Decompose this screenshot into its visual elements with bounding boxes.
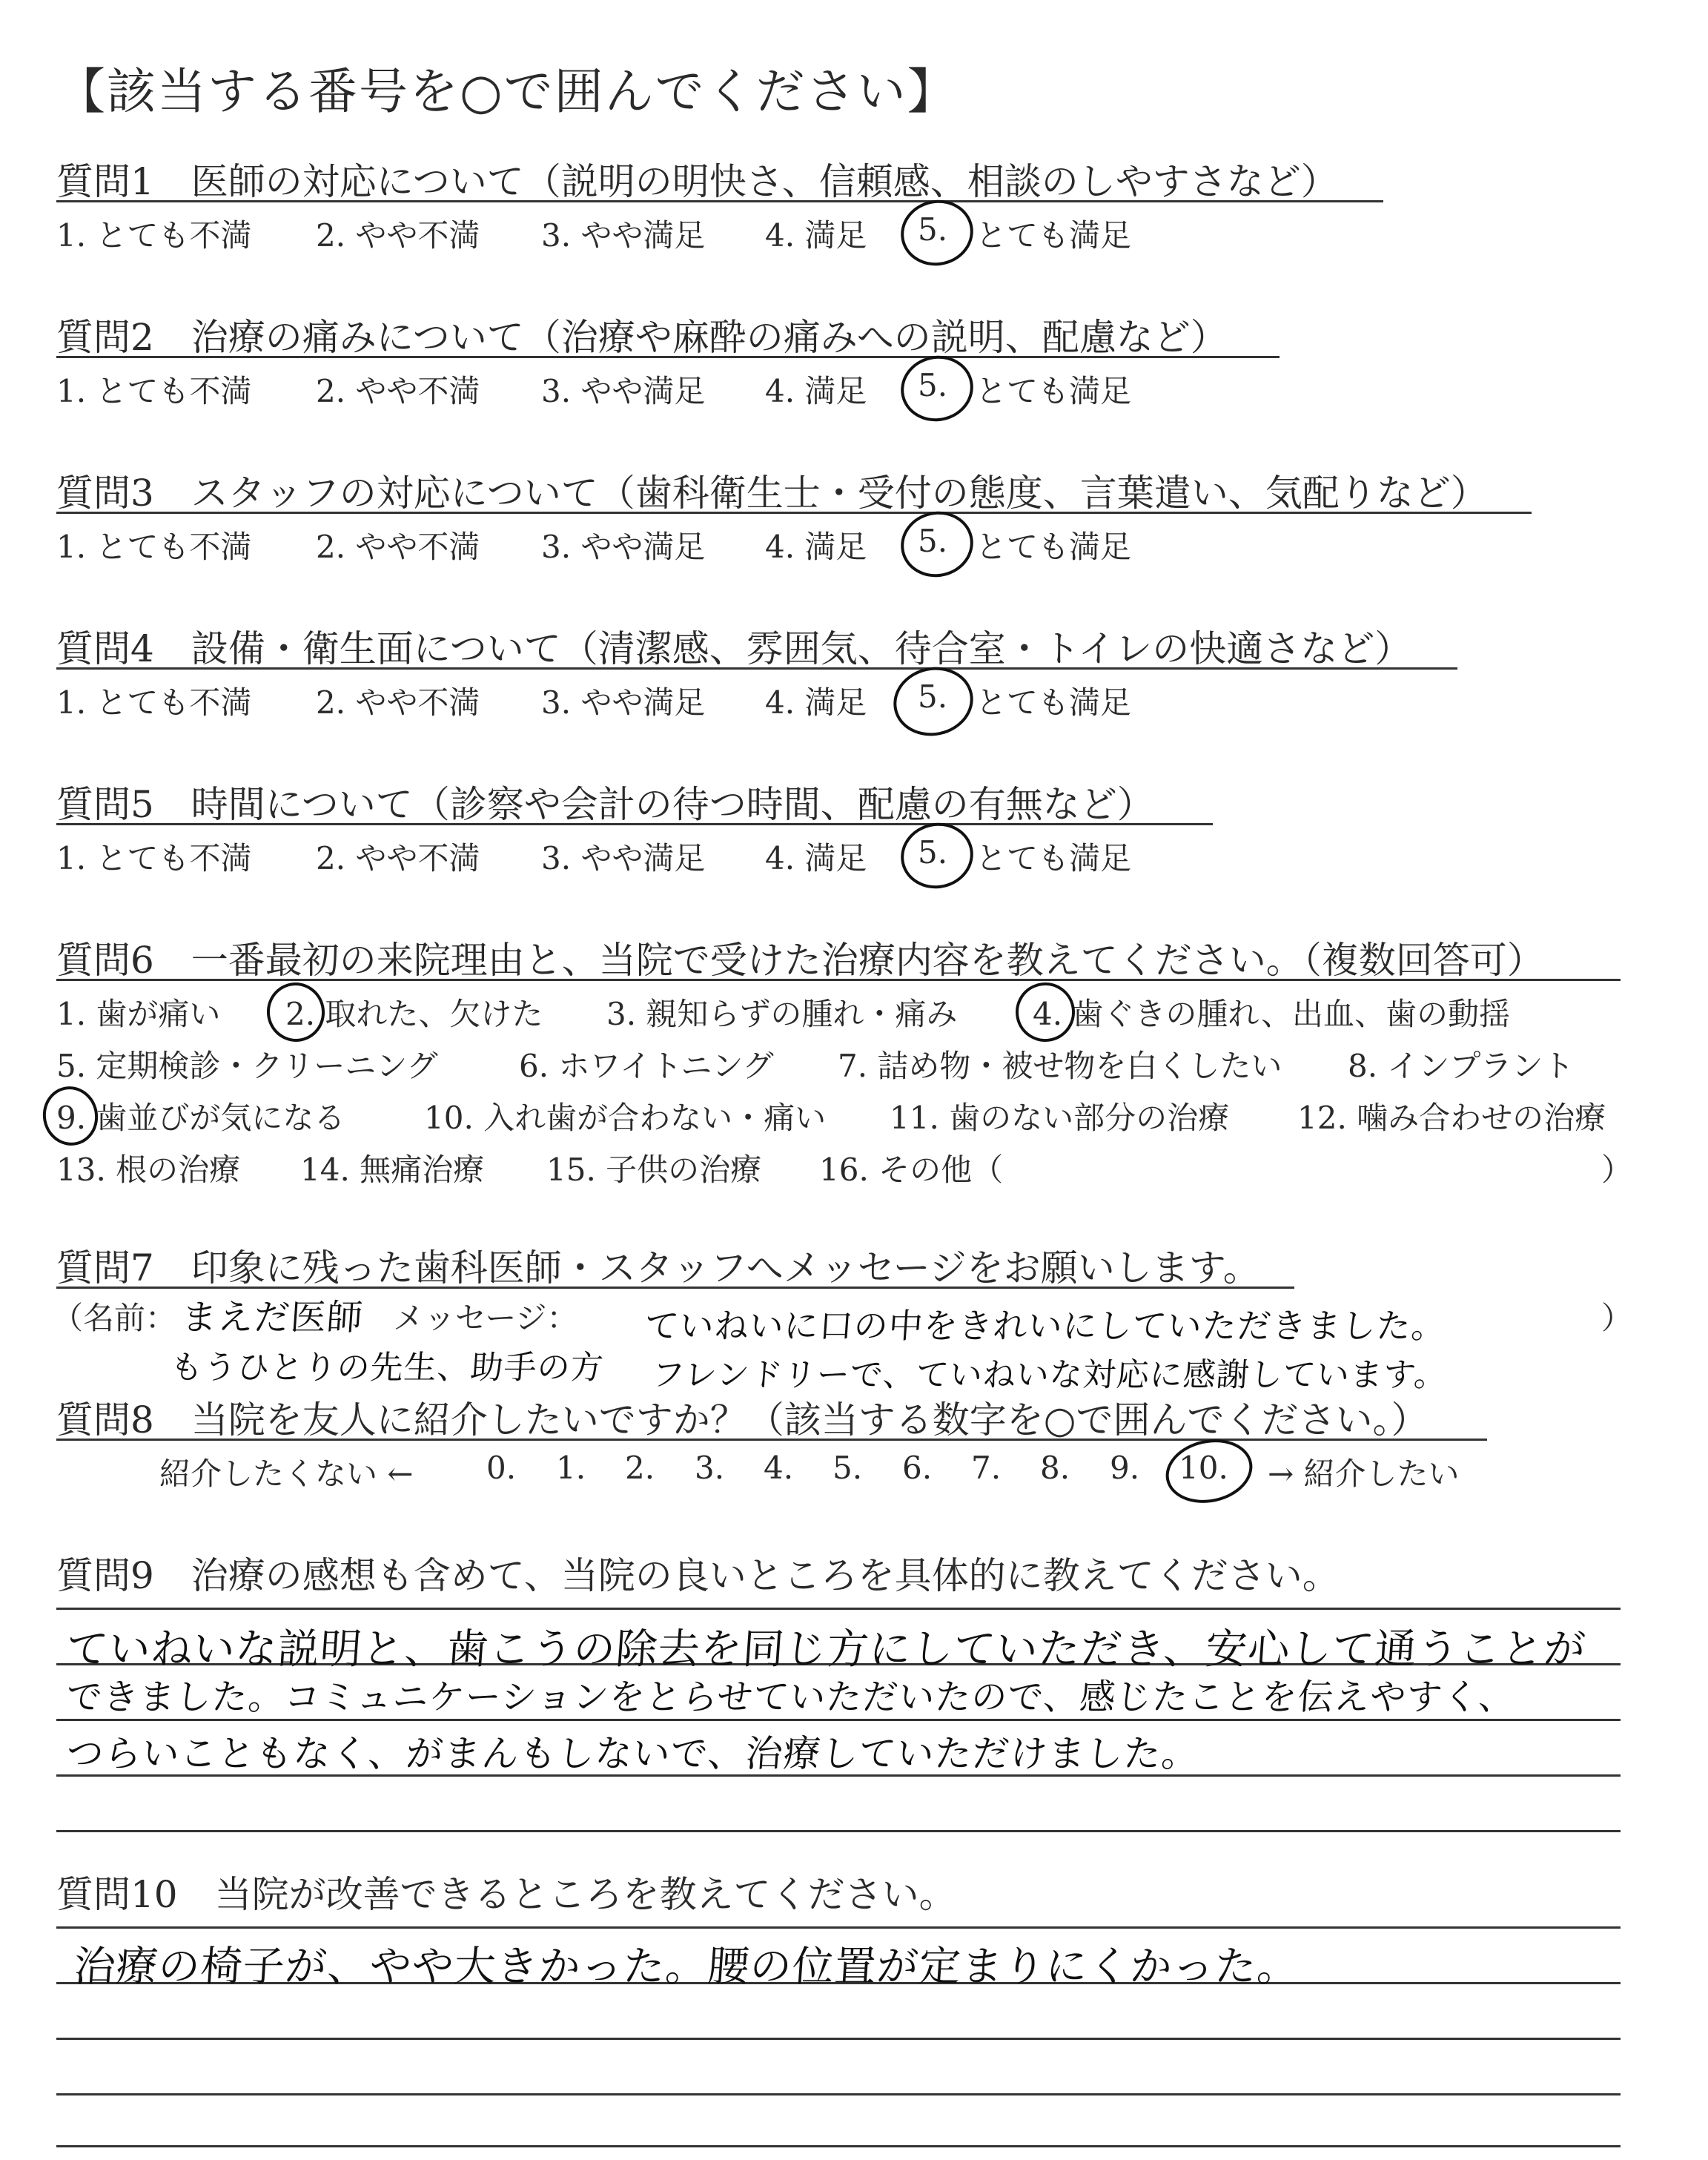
q6-selected-circle-4 — [1010, 977, 1081, 1048]
q1-option-3[interactable]: 3. やや満足 — [541, 217, 706, 254]
question-2-label: 質問2 治療の痛みについて（治療や麻酔の痛みへの説明、配慮など） — [56, 316, 1228, 359]
q6-option-3[interactable]: 3. 親知らずの腫れ・痛み — [606, 996, 958, 1032]
q6-option-16[interactable]: 16. その他（ — [819, 1152, 1004, 1188]
q3-option-2[interactable]: 2. やや不満 — [316, 529, 480, 565]
q8-scale-6[interactable]: 6. — [902, 1450, 933, 1486]
q7-handwritten-message-1: ていねいに口の中をきれいにしていただきました。 — [643, 1306, 1448, 1346]
q1-option-1[interactable]: 1. とても不満 — [56, 217, 252, 254]
question-1-underline — [56, 200, 1383, 202]
q4-option-1[interactable]: 1. とても不満 — [56, 684, 252, 721]
q6-option-1[interactable]: 1. 歯が痛い — [56, 996, 221, 1032]
q8-scale-10[interactable]: 10. — [1179, 1450, 1228, 1486]
q4-option-4[interactable]: 4. 満足 — [765, 684, 867, 721]
q6-option-8[interactable]: 8. インプラント — [1348, 1048, 1575, 1084]
q7-message-label: メッセージ： — [393, 1300, 578, 1336]
question-1-label: 質問1 医師の対応について（説明の明快さ、信頼感、相談のしやすさなど） — [56, 160, 1338, 203]
q3-option-3[interactable]: 3. やや満足 — [541, 529, 706, 565]
q10-ruled-line-5 — [56, 2145, 1621, 2147]
question-5-label: 質問5 時間について（診察や会計の待つ時間、配慮の有無など） — [56, 783, 1154, 826]
q10-ruled-line-1 — [56, 1926, 1621, 1929]
q8-right-label: → 紹介したい — [1268, 1456, 1460, 1492]
q6-option-2[interactable]: 2. 取れた、欠けた — [285, 996, 543, 1032]
q2-option-4[interactable]: 4. 満足 — [765, 373, 867, 409]
question-5-underline — [56, 823, 1213, 825]
question-8-underline — [56, 1439, 1487, 1441]
q6-option-9[interactable]: 9. 歯並びが気になる — [56, 1100, 345, 1136]
q5-option-5[interactable]: 5. — [918, 834, 948, 871]
q7-name-label: （名前： — [52, 1300, 177, 1336]
question-6-underline — [56, 979, 1621, 981]
q10-ruled-line-3 — [56, 2038, 1621, 2040]
q6-option-10[interactable]: 10. 入れ歯が合わない・痛い — [424, 1100, 827, 1136]
q3-option-5[interactable]: 5. — [918, 523, 948, 559]
question-8-label: 質問8 当院を友人に紹介したいですか？（該当する数字を○で囲んでください。） — [56, 1398, 1429, 1441]
q2-option-5-label: とても満足 — [976, 373, 1132, 409]
q8-scale-4[interactable]: 4. — [764, 1450, 794, 1486]
question-4-underline — [56, 667, 1457, 670]
q8-scale-5[interactable]: 5. — [833, 1450, 863, 1486]
q4-option-2[interactable]: 2. やや不満 — [316, 684, 480, 721]
q1-option-4[interactable]: 4. 満足 — [765, 217, 867, 254]
q8-scale-2[interactable]: 2. — [625, 1450, 655, 1486]
q5-option-5-label: とても満足 — [976, 840, 1132, 876]
q6-selected-circle-2 — [262, 977, 331, 1047]
question-4-label: 質問4 設備・衛生面について（清潔感、雰囲気、待合室・トイレの快適さなど） — [56, 627, 1412, 670]
q4-option-5[interactable]: 5. — [918, 678, 948, 715]
page-title: 【該当する番号を○で囲んでください】 — [56, 63, 958, 120]
q5-option-1[interactable]: 1. とても不満 — [56, 840, 252, 876]
q7-close-paren: ） — [1601, 1300, 1633, 1336]
q5-option-2[interactable]: 2. やや不満 — [316, 840, 480, 876]
question-6-label: 質問6 一番最初の来院理由と、当院で受けた治療内容を教えてください。（複数回答可） — [56, 939, 1544, 982]
q6-option-5[interactable]: 5. 定期検診・クリーニング — [56, 1048, 438, 1084]
q1-option-2[interactable]: 2. やや不満 — [316, 217, 480, 254]
q6-option-6[interactable]: 6. ホワイトニング — [519, 1048, 774, 1084]
q2-option-2[interactable]: 2. やや不満 — [316, 373, 480, 409]
q5-option-3[interactable]: 3. やや満足 — [541, 840, 706, 876]
q6-option-4[interactable]: 4. 歯ぐきの腫れ、出血、歯の動揺 — [1033, 996, 1510, 1032]
q3-option-1[interactable]: 1. とても不満 — [56, 529, 252, 565]
q2-option-3[interactable]: 3. やや満足 — [541, 373, 706, 409]
q8-scale-9[interactable]: 9. — [1110, 1450, 1140, 1486]
question-9-label: 質問9 治療の感想も含めて、当院の良いところを具体的に教えてください。 — [56, 1554, 1340, 1597]
q8-scale-7[interactable]: 7. — [971, 1450, 1002, 1486]
question-3-underline — [56, 512, 1532, 514]
q8-scale-1[interactable]: 1. — [556, 1450, 586, 1486]
q6-option-7[interactable]: 7. 詰め物・被せ物を白くしたい — [838, 1048, 1282, 1084]
q9-ruled-line-5 — [56, 1830, 1621, 1832]
q4-option-3[interactable]: 3. やや満足 — [541, 684, 706, 721]
q6-selected-circle-9 — [37, 1081, 103, 1151]
q1-option-5-label: とても満足 — [976, 217, 1132, 254]
question-7-label: 質問7 印象に残った歯科医師・スタッフへメッセージをお願いします。 — [56, 1246, 1260, 1289]
q6-other-close-paren: ） — [1601, 1152, 1633, 1188]
q9-handwritten-line-1: ていねいな説明と、歯こうの除去を同じ方にしていただき、安心して通うことが — [64, 1625, 1588, 1674]
q6-option-13[interactable]: 13. 根の治療 — [56, 1152, 241, 1188]
q6-option-14[interactable]: 14. 無痛治療 — [300, 1152, 485, 1188]
q3-option-5-label: とても満足 — [976, 529, 1132, 565]
question-3-label: 質問3 スタッフの対応について（歯科衛生士・受付の態度、言葉遣い、気配りなど） — [56, 472, 1488, 515]
q6-option-12[interactable]: 12. 噛み合わせの治療 — [1297, 1100, 1606, 1136]
q10-ruled-line-4 — [56, 2093, 1621, 2095]
q4-option-5-label: とても満足 — [976, 684, 1132, 721]
question-2-underline — [56, 356, 1280, 358]
q7-handwritten-message-2: フレンドリーで、ていねいな対応に感謝しています。 — [650, 1356, 1449, 1394]
q9-handwritten-line-2: できました。コミュニケーションをとらせていただいたので、感じたことを伝えやすく、 — [64, 1677, 1517, 1718]
q10-handwritten-line-1: 治療の椅子が、やや大きかった。腰の位置が定まりにくかった。 — [72, 1943, 1301, 1991]
question-10-label: 質問10 当院が改善できるところを教えてください。 — [56, 1873, 956, 1916]
q3-option-4[interactable]: 4. 満足 — [765, 529, 867, 565]
q6-option-11[interactable]: 11. 歯のない部分の治療 — [890, 1100, 1230, 1136]
q9-handwritten-line-3: つらいこともなく、がまんもしないで、治療していただけました。 — [64, 1732, 1201, 1775]
q9-ruled-line-1 — [56, 1608, 1621, 1610]
q2-option-1[interactable]: 1. とても不満 — [56, 373, 252, 409]
q2-option-5[interactable]: 5. — [918, 367, 948, 403]
q8-scale-8[interactable]: 8. — [1040, 1450, 1070, 1486]
q8-scale-0[interactable]: 0. — [486, 1450, 517, 1486]
q6-option-15[interactable]: 15. 子供の治療 — [546, 1152, 762, 1188]
q5-option-4[interactable]: 4. 満足 — [765, 840, 867, 876]
q7-handwritten-name-1: まえだ医師 — [179, 1297, 365, 1338]
q8-scale-3[interactable]: 3. — [695, 1450, 725, 1486]
q8-left-label: 紹介したくない ← — [159, 1456, 414, 1492]
q7-handwritten-name-2: もうひとりの先生、助手の方 — [168, 1349, 606, 1387]
q1-option-5[interactable]: 5. — [918, 211, 948, 248]
